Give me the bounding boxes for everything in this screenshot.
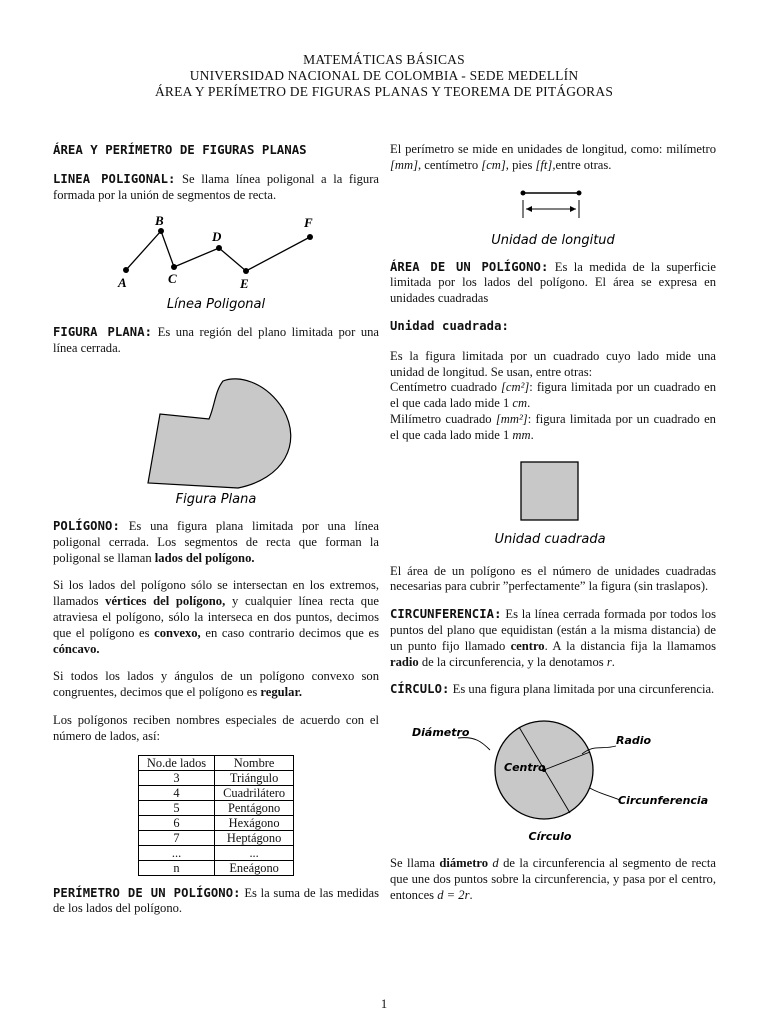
figura-plana-paragraph — [53, 325, 379, 357]
circunferencia-term: CIRCUNFERENCIA: — [390, 607, 502, 622]
area-text: Es la medida de la superficie limitada por los lados del polígono. El área se expresa en unidades cuadradas — [390, 259, 717, 306]
poligono-lados: lados del polígono. — [154, 550, 255, 565]
mm2-paragraph — [390, 412, 716, 444]
plane-figure-diagram — [53, 369, 379, 507]
figura-plana-figure — [53, 369, 379, 507]
table-cell: 3 — [138, 770, 214, 785]
table-row — [138, 770, 293, 785]
unit-endpoint-left — [521, 190, 526, 195]
mm2-text-d: . — [530, 427, 534, 442]
table-cell: 4 — [138, 785, 214, 800]
table-row — [138, 785, 293, 800]
table-cell: Triángulo — [215, 770, 294, 785]
perim-text-b: , centímetro — [418, 157, 482, 172]
plane-figure-shape — [148, 379, 291, 488]
circumference-pointer — [590, 788, 620, 800]
poligono-paragraph — [53, 519, 379, 566]
perim-text-d: ,entre otras. — [552, 157, 612, 172]
table-header-cell: Nombre — [215, 755, 294, 770]
vertex-f — [307, 234, 313, 240]
label-f: F — [304, 215, 313, 231]
polygon-names-table — [138, 755, 294, 876]
diameter-label: Diámetro — [412, 726, 470, 740]
perimetro-unidades-paragraph — [390, 142, 716, 174]
circulo-term: CÍRCULO: — [390, 682, 450, 697]
label-c: C — [168, 271, 177, 287]
table-row — [138, 845, 293, 860]
table-cell: n — [138, 860, 214, 875]
table-cell: 7 — [138, 830, 214, 845]
linea-poligonal-figure — [53, 215, 379, 325]
unit-cm: [cm] — [481, 157, 506, 172]
header-line-2: UNIVERSIDAD NACIONAL DE COLOMBIA - SEDE MEDELLÍN — [189, 68, 579, 83]
convexo-paragraph — [53, 578, 379, 657]
table-cell: 5 — [138, 800, 214, 815]
label-d: D — [212, 229, 222, 245]
linea-poligonal-paragraph — [53, 172, 379, 204]
unit-endpoint-right — [577, 190, 582, 195]
square-unit-diagram — [390, 456, 716, 564]
unit-mm: [mm] — [390, 157, 418, 172]
table-row — [138, 800, 293, 815]
diametro-term: diámetro — [439, 856, 489, 871]
table-cell: ... — [215, 845, 294, 860]
table-cell: Eneágono — [215, 860, 294, 875]
table-cell: Pentágono — [215, 800, 294, 815]
label-e: E — [240, 276, 249, 292]
radio-term: radio — [390, 654, 419, 669]
polyline-diagram — [53, 215, 379, 325]
table-cell: Cuadrilátero — [215, 785, 294, 800]
diam-text-g: . — [469, 887, 473, 902]
table-cell: Heptágono — [215, 830, 294, 845]
regular-text: Si todos los lados y ángulos de un polígono convexo son congruentes, decimos que el polígono es — [53, 669, 379, 700]
unit-cm2: [cm²] — [500, 380, 530, 395]
convexo-text-3: en caso contrario decimos que es — [200, 625, 379, 640]
perim-text-c: , pies — [505, 157, 536, 172]
right-column — [390, 142, 716, 916]
circulo-text: Es una figura plana limitada por una circunferencia. — [449, 682, 715, 697]
table-body — [138, 770, 293, 875]
table-header-row — [138, 755, 293, 770]
circ-text-a: Es la línea cerrada formada por todos los puntos del plano que equidistan (están a la misma distancia) de un punto fijo llamado — [390, 607, 716, 653]
centro-term: centro — [510, 638, 545, 653]
area-poligono-paragraph — [390, 260, 716, 307]
cm2-text-d: . — [527, 396, 531, 411]
regular-term: regular. — [260, 685, 303, 700]
unit-ft: [ft] — [535, 157, 553, 172]
figura-plana-text: Es una región del plano limitada por una línea cerrada. — [53, 325, 380, 356]
mm2-unit-inline: mm — [512, 427, 531, 442]
center-label: Centro — [504, 761, 546, 775]
vertex-a — [123, 267, 129, 273]
area-term: ÁREA DE UN POLÍGONO: — [390, 259, 549, 274]
document-header — [0, 52, 768, 100]
diam-text-a: Se llama — [390, 856, 440, 871]
perim-text-a: El perímetro se mide en unidades de longitud, como: milímetro — [390, 142, 716, 156]
mm2-text-a: Milímetro cuadrado — [390, 411, 496, 426]
radius-symbol: r — [606, 654, 612, 669]
square-unit-caption: Unidad cuadrada — [494, 531, 606, 547]
header-line-3: ÁREA Y PERÍMETRO DE FIGURAS PLANAS Y TEOREMA DE PITÁGORAS — [154, 84, 614, 99]
length-unit-diagram — [390, 186, 716, 254]
poligono-text: Es una figura plana limitada por una línea poligonal cerrada. Los segmentos de recta que forman la poligonal se llaman — [53, 518, 379, 565]
linea-poligonal-term: LINEA POLIGONAL: — [53, 171, 176, 186]
convexo-text-1: Si los lados del polígono sólo se intersectan en los extremos, llamados — [53, 578, 379, 609]
table-header-cell: No.de lados — [138, 755, 214, 770]
concavo-term: cóncavo. — [53, 641, 100, 656]
cm2-paragraph — [390, 380, 716, 412]
circle-figure — [390, 710, 716, 856]
circ-text-e: de la circunferencia, y la denotamos — [418, 654, 607, 669]
perimetro-term: PERÍMETRO DE UN POLÍGONO: — [53, 885, 241, 900]
vertex-c — [171, 264, 177, 270]
linea-poligonal-text: Se llama línea poligonal a la figura formada por la unión de segmentos de recta. — [53, 171, 379, 202]
nombres-paragraph: Los polígonos reciben nombres especiales de acuerdo con el número de lados, así: — [53, 712, 379, 743]
label-a: A — [118, 275, 127, 291]
label-b: B — [155, 215, 164, 229]
diameter-symbol: d — [492, 856, 499, 871]
poligono-term: POLÍGONO: — [53, 518, 120, 533]
cm2-text-a: Centímetro cuadrado — [390, 380, 501, 395]
figura-plana-term: FIGURA PLANA: — [53, 325, 153, 340]
arrow-head-left — [526, 206, 532, 212]
arrow-head-right — [570, 206, 576, 212]
cm2-text-b: : figura limitada por un cuadrado en el que cada lado mide 1 — [390, 380, 716, 411]
circunferencia-paragraph — [390, 607, 716, 670]
regular-paragraph — [53, 669, 379, 701]
diam-text-e: de la circunferencia al segmento de recta que une dos puntos sobre la circunferencia, y pasa por el centro, entonces — [390, 856, 716, 902]
unit-square — [521, 462, 578, 520]
vertex-d — [216, 245, 222, 251]
circumference-label: Circunferencia — [618, 794, 709, 808]
table-cell: ... — [138, 845, 214, 860]
diameter-formula: d = 2r — [437, 887, 470, 902]
table-row — [138, 860, 293, 875]
length-unit-caption: Unidad de longitud — [491, 232, 615, 248]
unidad-cuadrada-figure — [390, 456, 716, 564]
table-row — [138, 830, 293, 845]
polyline-caption: Línea Poligonal — [166, 297, 266, 313]
unit-mm2: [mm²] — [495, 411, 528, 426]
unidad-cuadrada-text: Es la figura limitada por un cuadrado cuyo lado mide una unidad de longitud. Se usan, entre otras: — [390, 348, 716, 379]
vertices-term: vértices del polígono, — [105, 594, 226, 609]
plane-figure-caption: Figura Plana — [175, 491, 257, 507]
table-cell: Hexágono — [215, 815, 294, 830]
unidad-longitud-figure — [390, 186, 716, 254]
circulo-paragraph — [390, 682, 716, 698]
unidad-cuadrada-title: Unidad cuadrada: — [390, 318, 509, 333]
convexo-text-2: y cualquier línea recta que atraviesa el polígono, sólo la interseca en dos puntos, decimos que el polígono es — [53, 594, 379, 640]
convexo-term: convexo, — [154, 625, 201, 640]
left-column — [53, 142, 379, 929]
diameter-pointer — [458, 738, 490, 750]
header-line-1: MATEMÁTICAS BÁSICAS — [303, 52, 465, 67]
area-definition-paragraph: El área de un polígono es el número de unidades cuadradas necesarias para cubrir ”perfectamente” la figura (sin traslapos). — [390, 563, 716, 594]
radius-label: Radio — [616, 734, 652, 748]
circle-caption: Círculo — [528, 830, 572, 844]
vertex-b — [158, 228, 164, 234]
section-title: ÁREA Y PERÍMETRO DE FIGURAS PLANAS — [53, 142, 307, 157]
table-row — [138, 815, 293, 830]
circle-diagram — [390, 710, 716, 856]
page-number: 1 — [380, 997, 388, 1011]
vertex-e — [243, 268, 249, 274]
table-cell: 6 — [138, 815, 214, 830]
circ-text-g: . — [611, 654, 615, 669]
cm2-unit-inline: cm — [512, 396, 528, 411]
mm2-text-b: : figura limitada por un cuadrado en el que cada lado mide 1 — [390, 411, 716, 442]
perimetro-text: Es la suma de las medidas de los lados del polígono. — [53, 885, 379, 916]
circ-text-c: . A la distancia fija la llamamos — [544, 638, 716, 653]
diametro-paragraph — [390, 856, 716, 903]
perimetro-paragraph — [53, 886, 379, 918]
